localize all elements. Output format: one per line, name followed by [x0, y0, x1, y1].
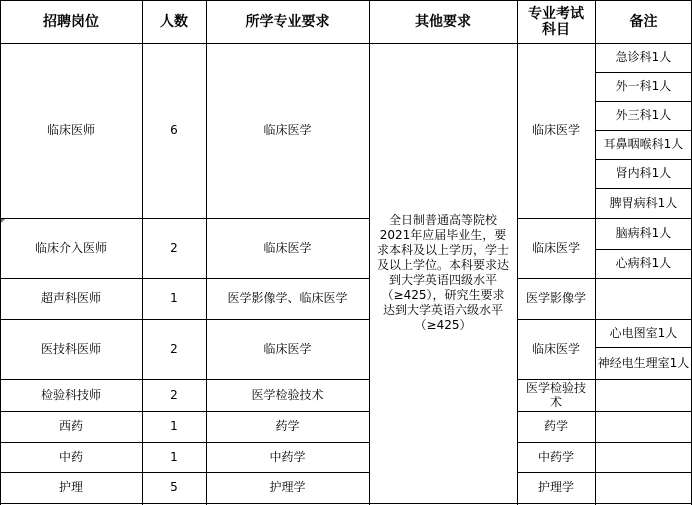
grid-line: [595, 188, 692, 189]
header-exam: 专业考试 科目: [528, 5, 584, 38]
row-position: 中药: [58, 449, 83, 464]
row-major: 护理学: [269, 480, 306, 494]
grid-line: [595, 249, 692, 250]
grid-line: [369, 0, 370, 505]
remark-cell: 急诊科1人: [615, 50, 672, 64]
grid-line: [0, 0, 1, 505]
row-position: 临床介入医师: [34, 240, 107, 255]
row-position: 护理: [58, 480, 83, 494]
remark-cell: 心病科1人: [615, 256, 672, 270]
row-major: 医学影像学、临床医学: [227, 291, 348, 305]
remark-cell: [595, 442, 692, 472]
grid-line: [517, 218, 595, 219]
grid-line: [595, 101, 692, 102]
grid-line: [0, 472, 369, 473]
grid-line: [595, 0, 596, 505]
remark-cell: [595, 379, 692, 411]
row-major: 医学检验技术: [251, 387, 324, 402]
header-remark: 备注: [629, 13, 658, 30]
remark-cell: [595, 278, 692, 319]
grid-line: [595, 411, 692, 412]
row-major: 中药学: [269, 449, 306, 464]
row-count: 5: [170, 480, 178, 494]
grid-line: [0, 43, 692, 44]
remark-cell: 肾内科1人: [615, 166, 672, 180]
row-major: 临床医学: [263, 240, 312, 255]
remark-cell: 心电图室1人: [609, 325, 678, 340]
grid-line: [517, 379, 595, 380]
row-exam: 医学检验技 术: [525, 381, 586, 409]
row-position: 检验科技师: [40, 387, 101, 402]
remark-cell: 外一科1人: [615, 79, 672, 93]
header-other: 其他要求: [415, 13, 471, 30]
remark-cell: [595, 472, 692, 503]
row-major: 临床医学: [263, 341, 312, 356]
grid-line: [517, 411, 595, 412]
row-position: 西药: [58, 419, 83, 433]
grid-line: [517, 278, 595, 279]
grid-line: [595, 159, 692, 160]
row-count: 2: [170, 240, 178, 255]
row-count: 2: [170, 387, 178, 402]
grid-line: [0, 278, 369, 279]
grid-line: [0, 319, 369, 320]
row-exam: 临床医学: [531, 341, 580, 356]
row-count: 1: [170, 419, 178, 433]
row-count: 1: [170, 291, 178, 305]
row-count: 1: [170, 449, 178, 464]
row-count: 6: [170, 123, 178, 137]
row-count: 2: [170, 341, 178, 356]
grid-line: [517, 319, 595, 320]
grid-line: [595, 130, 692, 131]
grid-line: [517, 0, 518, 505]
cell-marker: [1, 219, 5, 223]
row-position: 临床医师: [46, 123, 95, 137]
remark-cell: 耳鼻咽喉科1人: [603, 137, 684, 151]
grid-line: [517, 472, 595, 473]
header-major: 所学专业要求: [245, 13, 330, 30]
row-position: 医技科医师: [40, 341, 101, 356]
row-exam: 医学影像学: [525, 291, 586, 305]
grid-line: [206, 0, 207, 505]
remark-cell: 脑病科1人: [615, 226, 672, 240]
row-major: 药学: [275, 419, 300, 433]
grid-line: [0, 379, 369, 380]
grid-line: [595, 347, 692, 348]
grid-line: [595, 379, 692, 380]
other-requirement-cell: 全日制普通高等院校2021年应届毕业生，要求本科及以上学历，学士及以上学位。本科要求达到大学英语四级水平（≥425），研究生要求达到大学英语六级水平（≥425）: [377, 213, 510, 332]
remark-cell: 外三科1人: [615, 108, 672, 122]
row-major: 临床医学: [263, 123, 312, 137]
grid-line: [595, 72, 692, 73]
row-exam: 护理学: [537, 480, 574, 494]
header-position: 招聘岗位: [43, 13, 99, 30]
grid-line: [0, 442, 369, 443]
grid-line: [0, 411, 369, 412]
remark-cell: [595, 411, 692, 442]
row-exam: 临床医学: [531, 123, 580, 137]
grid-line: [595, 278, 692, 279]
grid-line: [0, 503, 692, 504]
row-exam: 中药学: [537, 449, 574, 464]
remark-cell: 脾胃病科1人: [609, 195, 678, 210]
grid-line: [595, 319, 692, 320]
grid-line: [595, 218, 692, 219]
row-position: 超声科医师: [40, 291, 101, 305]
remark-cell: 神经电生理室1人: [597, 356, 690, 370]
grid-line: [0, 218, 369, 219]
row-exam: 药学: [543, 419, 568, 433]
grid-line: [0, 0, 692, 1]
header-count: 人数: [160, 13, 188, 30]
row-exam: 临床医学: [531, 240, 580, 255]
grid-line: [595, 472, 692, 473]
grid-line: [517, 442, 595, 443]
grid-line: [595, 442, 692, 443]
grid-line: [142, 0, 143, 505]
